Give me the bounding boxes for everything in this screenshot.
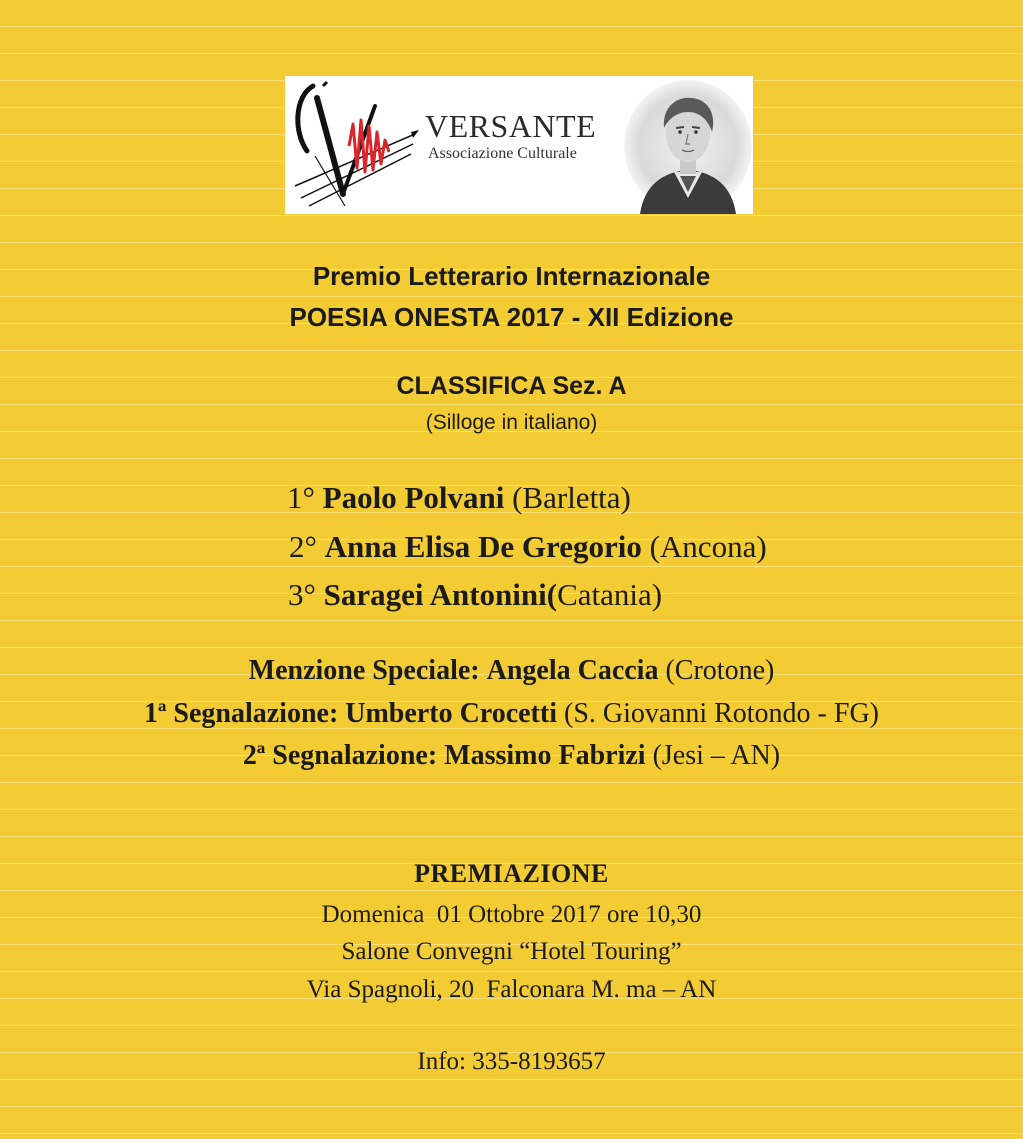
- rank-second: [289, 529, 767, 565]
- mention-place: (Jesi – AN): [652, 740, 781, 771]
- premiazione-info: Info: 335-8193657: [417, 1048, 606, 1075]
- rank-position: 3°: [288, 577, 316, 612]
- rank-position: 2°: [289, 529, 317, 564]
- premiazione-address: Via Spagnoli, 20 Falconara M. ma – AN: [306, 976, 717, 1003]
- mention-name: Umberto Crocetti: [345, 698, 557, 729]
- rank-position: 1°: [287, 480, 315, 515]
- logo-subtitle: Associazione Culturale: [428, 145, 577, 162]
- rank-name: Paolo Polvani: [322, 480, 505, 515]
- logo-text-block: [425, 108, 625, 164]
- rank-name: Saragei Antonini: [323, 577, 547, 612]
- mention-label: 1ª Segnalazione:: [143, 698, 339, 729]
- portrait-image: [622, 76, 753, 214]
- rank-third: [288, 577, 662, 613]
- prize-title: Premio Letterario Internazionale: [312, 261, 711, 291]
- rank-name: Anna Elisa De Gregorio: [324, 529, 642, 564]
- rank-city: (Ancona): [649, 529, 767, 564]
- mention-place: (Crotone): [665, 655, 775, 686]
- classifica-subtitle: (Silloge in italiano): [425, 411, 598, 434]
- versante-logo: [285, 76, 753, 214]
- premiazione-date: Domenica 01 Ottobre 2017 ore 10,30: [321, 901, 702, 928]
- edition-title: POESIA ONESTA 2017 - XII Edizione: [289, 302, 734, 332]
- mention-first-segnalazione: [0, 697, 1023, 731]
- classifica-title: CLASSIFICA Sez. A: [396, 372, 627, 400]
- rank-city: Catania): [557, 577, 663, 612]
- mention-second-segnalazione: [0, 739, 1023, 773]
- mention-special: [0, 654, 1023, 688]
- mention-label: Menzione Speciale:: [248, 655, 480, 686]
- rank-city-paren: (: [546, 577, 558, 612]
- mention-name: Angela Caccia: [486, 655, 659, 686]
- mention-place: (S. Giovanni Rotondo - FG): [564, 698, 879, 729]
- mention-label: 2ª Segnalazione:: [242, 740, 438, 771]
- premiazione-title: PREMIAZIONE: [414, 859, 609, 888]
- logo-name: VERSANTE: [425, 108, 597, 144]
- mention-name: Massimo Fabrizi: [444, 740, 646, 771]
- versante-v-emblem-icon: [285, 76, 425, 214]
- rank-city: (Barletta): [512, 480, 631, 515]
- rank-first: [287, 480, 631, 516]
- premiazione-venue: Salone Convegni “Hotel Touring”: [341, 938, 682, 965]
